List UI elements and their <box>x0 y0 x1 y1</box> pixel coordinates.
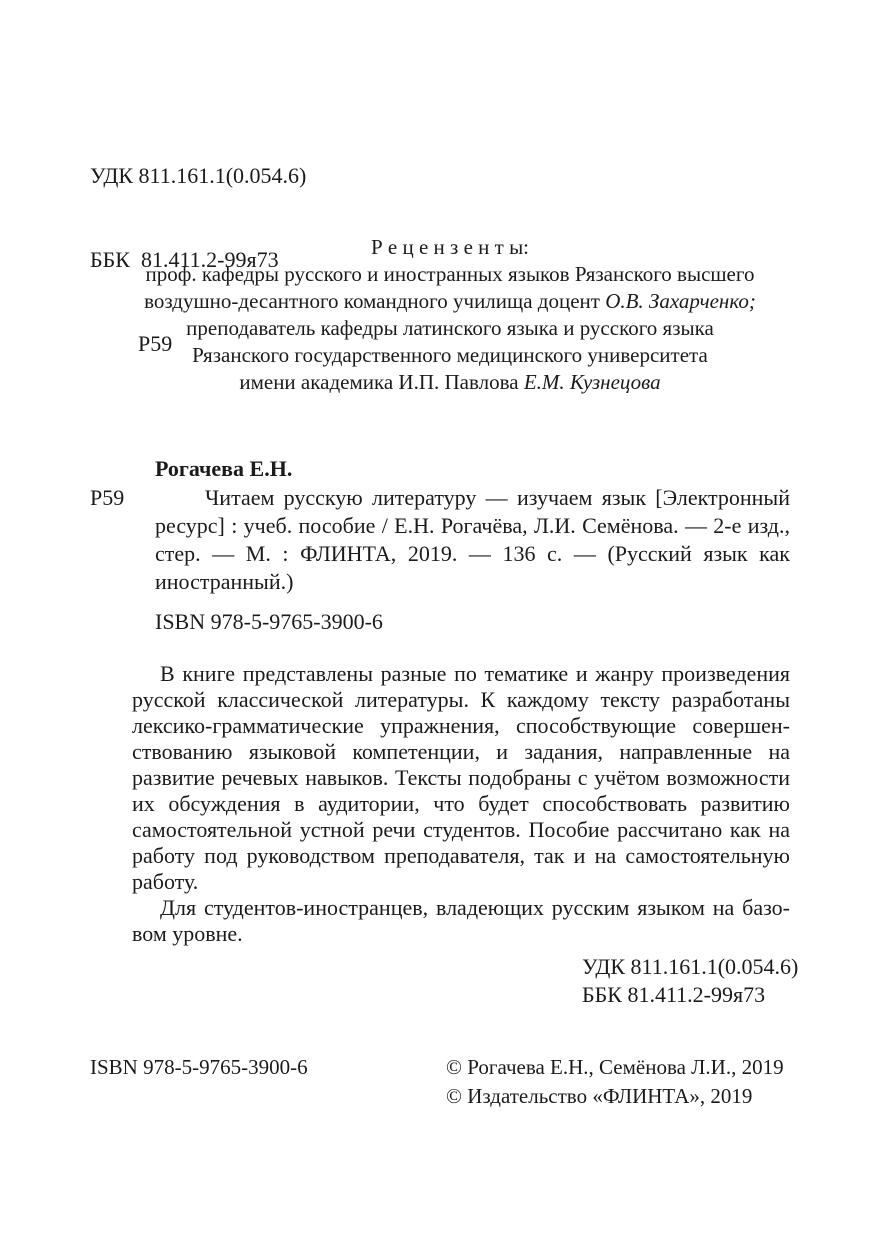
reviewer-line: Рязанского государственного медицинского университета <box>192 343 708 367</box>
copyright-publisher: © Издательство «ФЛИНТА», 2019 <box>446 1084 753 1108</box>
entry-line: ресурс] : учеб. пособие / Е.Н. Рогачёва, Л.И. Семёнова. — 2-е изд., <box>155 513 790 538</box>
annotation-line: самостоятельной устной речи студентов. Пособие рассчитано как на <box>132 817 790 842</box>
reviewer-name: Е.М. Кузнецова <box>523 370 661 394</box>
isbn-number: ISBN 978-5-9765-3900-6 <box>155 609 383 634</box>
annotation-line: развитие речевых навыков. Тексты подобраны с учётом возможности <box>132 765 790 790</box>
annotation-line: лексико-грамматические упражнения, способствующие совершен- <box>132 713 790 738</box>
reviewer-name: О.В. Захарченко; <box>605 289 756 313</box>
annotation-line: вом уровне. <box>132 921 243 946</box>
entry-author: Рогачева Е.Н. <box>155 456 293 481</box>
author-sign-code: Р59 <box>138 331 173 356</box>
bbk-code: ББК 81.411.2-99я73 <box>90 247 279 272</box>
reviewer-line: проф. кафедры русского и иностранных языков Рязанского высшего <box>145 262 755 286</box>
annotation-line: Для студентов-иностранцев, владеющих русским языком на базо- <box>160 895 790 920</box>
reviewers-title: Р е ц е н з е н т ы: <box>370 235 530 259</box>
entry-line: Читаем русскую литературу — изучаем язык [Электронный <box>205 485 790 510</box>
udk-code: УДК 811.161.1(0.054.6) <box>582 954 799 979</box>
reviewer-line <box>90 369 810 396</box>
annotation-line: В книге представлены разные по тематике и жанру произведения <box>160 661 790 686</box>
annotation-line: их обсуждения в аудитории, что будет способствовать развитию <box>132 791 790 816</box>
reviewer-line <box>90 288 810 315</box>
copyright-authors: © Рогачева Е.Н., Семёнова Л.И., 2019 <box>446 1055 784 1079</box>
reviewer-line: преподаватель кафедры латинского языка и русского языка <box>186 316 714 340</box>
reviewer-text: воздушно-десантного командного училища доцент <box>144 289 606 313</box>
footer-isbn: ISBN 978-5-9765-3900-6 <box>90 1055 308 1079</box>
reviewers-block <box>90 234 810 396</box>
bbk-code: ББК 81.411.2-99я73 <box>582 982 766 1007</box>
annotation-block <box>132 661 790 947</box>
annotation-line: работу. <box>132 869 199 894</box>
copyright-block <box>446 1053 784 1111</box>
reviewer-text: имени академика И.П. Павлова <box>239 370 524 394</box>
entry-line: стер. — М. : ФЛИНТА, 2019. — 136 с. — (Русский язык как <box>155 541 790 566</box>
annotation-line: работу под руководством преподавателя, так и на самостоятельную <box>132 843 790 868</box>
bibliographic-entry <box>155 484 790 596</box>
annotation-line: ствованию языковой компетенции, и задания, направленные на <box>132 739 790 764</box>
annotation-line: русской классической литературы. К каждому тексту разработаны <box>132 687 790 712</box>
udk-code: УДК 811.161.1(0.054.6) <box>90 163 307 188</box>
bottom-classification-block <box>582 953 798 1009</box>
entry-author-code: Р59 <box>90 485 125 510</box>
entry-line: иностранный.) <box>155 569 294 594</box>
